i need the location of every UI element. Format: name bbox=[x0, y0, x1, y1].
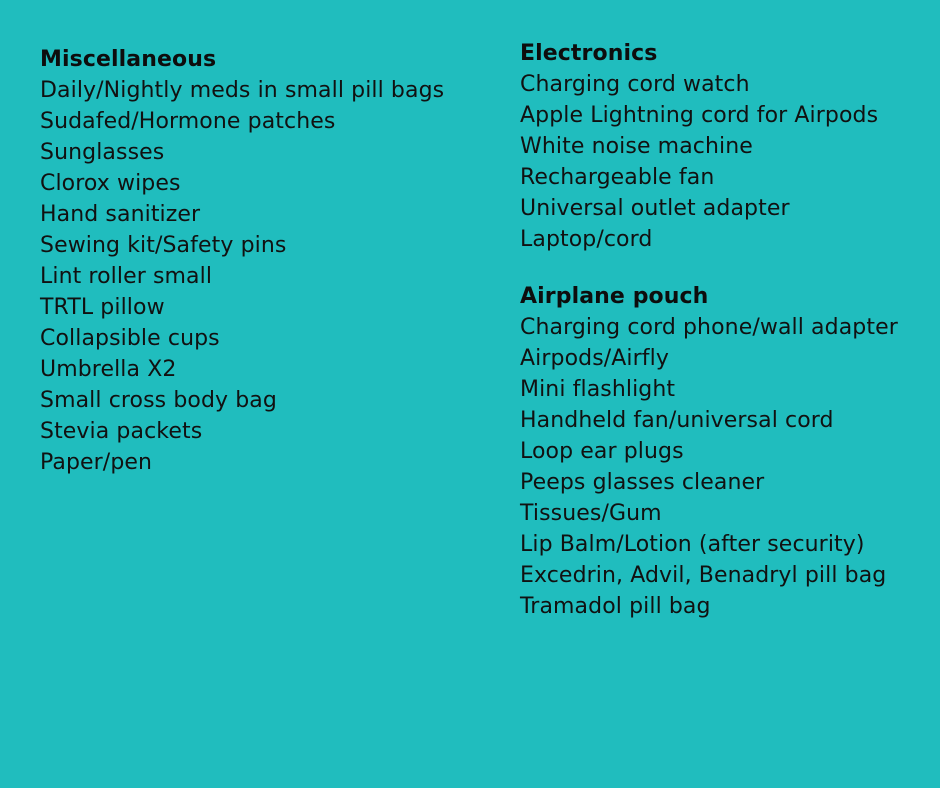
list-item: Small cross body bag bbox=[40, 388, 277, 413]
list-item: Tissues/Gum bbox=[520, 501, 662, 526]
list-item: Sunglasses bbox=[40, 140, 165, 165]
section-title-electronics: Electronics bbox=[520, 41, 658, 66]
list-item: Clorox wipes bbox=[40, 171, 181, 196]
section-airplane-pouch bbox=[520, 281, 920, 622]
list-item: Tramadol pill bag bbox=[520, 594, 711, 619]
list-item: Paper/pen bbox=[40, 450, 153, 475]
list-airplane-pouch bbox=[520, 312, 920, 622]
list-item: Rechargeable fan bbox=[520, 165, 715, 190]
list-item: Mini flashlight bbox=[520, 377, 676, 402]
section-electronics bbox=[520, 38, 920, 255]
left-column bbox=[40, 44, 490, 478]
list-item: Lint roller small bbox=[40, 264, 213, 289]
list-item: Excedrin, Advil, Benadryl pill bag bbox=[520, 563, 887, 588]
right-column bbox=[520, 38, 920, 622]
list-miscellaneous bbox=[40, 75, 490, 478]
list-item: Charging cord watch bbox=[520, 72, 750, 97]
list-item: Handheld fan/universal cord bbox=[520, 408, 834, 433]
section-miscellaneous bbox=[40, 44, 490, 478]
list-item: Universal outlet adapter bbox=[520, 196, 790, 221]
list-item: Lip Balm/Lotion (after security) bbox=[520, 532, 865, 557]
list-item: Peeps glasses cleaner bbox=[520, 470, 765, 495]
list-item: Daily/Nightly meds in small pill bags bbox=[40, 78, 445, 103]
list-item: Airpods/Airfly bbox=[520, 346, 669, 371]
list-item: Loop ear plugs bbox=[520, 439, 684, 464]
list-item: Stevia packets bbox=[40, 419, 203, 444]
list-item: Sudafed/Hormone patches bbox=[40, 109, 336, 134]
list-item: Sewing kit/Safety pins bbox=[40, 233, 287, 258]
list-item: White noise machine bbox=[520, 134, 753, 159]
list-item: Umbrella X2 bbox=[40, 357, 177, 382]
section-title-airplane-pouch: Airplane pouch bbox=[520, 284, 709, 309]
list-item: Charging cord phone/wall adapter bbox=[520, 315, 898, 340]
list-item: Collapsible cups bbox=[40, 326, 220, 351]
list-electronics bbox=[520, 69, 920, 255]
list-item: Hand sanitizer bbox=[40, 202, 201, 227]
section-title-miscellaneous: Miscellaneous bbox=[40, 47, 217, 72]
list-item: TRTL pillow bbox=[40, 295, 165, 320]
list-item: Apple Lightning cord for Airpods bbox=[520, 103, 879, 128]
list-item: Laptop/cord bbox=[520, 227, 653, 252]
